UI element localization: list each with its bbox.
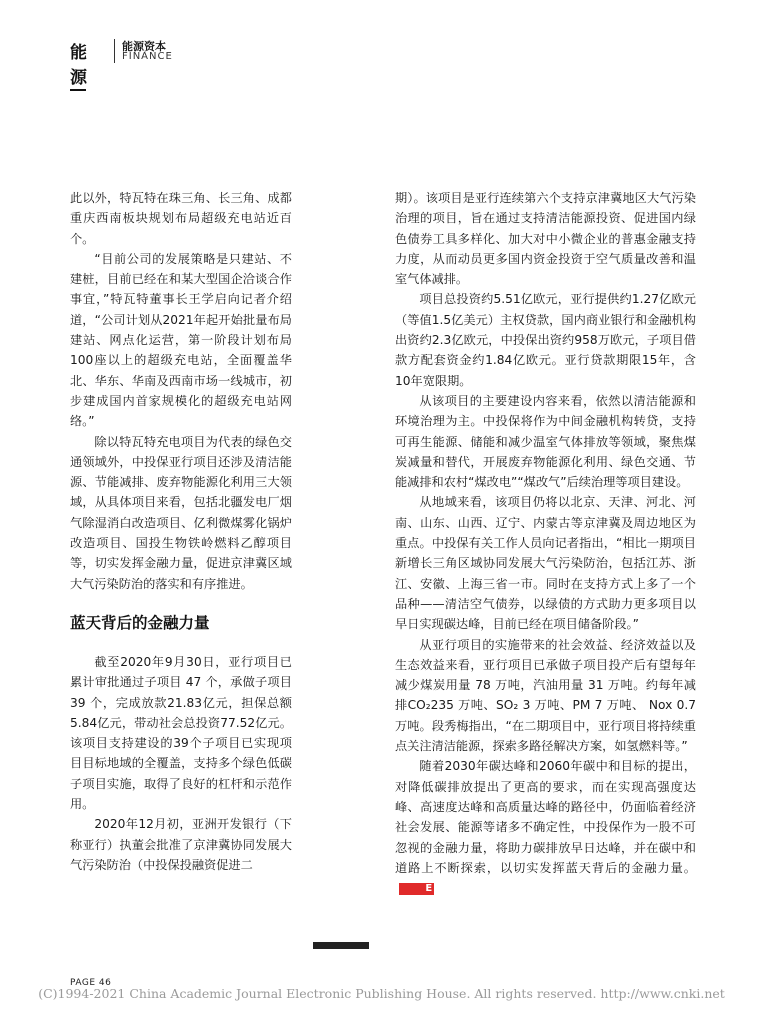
paragraph: 项目总投资约5.51亿欧元，亚行提供约1.27亿欧元（等值1.5亿美元）主权贷款，国内商业银行和金融机构出资约2.3亿欧元，中投保出资约958万欧元，子项目借款方配套资金约1.84亿欧元。亚行贷款期限15年，含10年宽限期。: [395, 292, 696, 388]
copyright-watermark: (C)1994-2021 China Academic Journal Electronic Publishing House. All rights reserved. http://www.cnki.net: [38, 986, 725, 1001]
paragraph: 从该项目的主要建设内容来看，依然以清洁能源和环境治理为主。中投保将作为中间金融机构转贷，支持可再生能源、储能和减少温室气体排放等领域，聚焦煤炭减量和替代，开展废弃物能源化利用、绿色交通、节能减排和农村“煤改电”“煤改气”后续治理等项目建设。: [395, 393, 696, 490]
right-column: [395, 188, 696, 898]
paragraph-text: 随着2030年碳达峰和2060年碳中和目标的提出，对降低碳排放提出了更高的要求，而在实现高强度达峰、高速度达峰和高质量达峰的路径中，仍面临着经济社会发展、能源等诸多不确定性，中投保作为一股不可忽视的金融力量，将助力碳排放早日达峰，并在碳中和道路上不断探索，以切实发挥蓝天背后的金融力量。: [395, 759, 696, 875]
paragraph: “目前公司的发展策略是只建站、不建桩，目前已经在和某大型国企洽谈合作事宜，”特瓦特董事长王学启向记者介绍道，“公司计划从2021年起开始批量布局建站、网点化运营，第一阶段计划布局100座以上的超级充电站，全面覆盖华北、华东、华南及西南市场一线城市，初步建成国内首家规模化的超级充电站网络。”: [70, 251, 292, 429]
section-heading: 蓝天背后的金融力量: [70, 613, 210, 632]
logo-divider: [114, 39, 115, 63]
magazine-logo: 能源: [70, 38, 86, 91]
paragraph: 从亚行项目的实施带来的社会效益、经济效益以及生态效益来看，亚行项目已承做子项目投产后有望每年减少煤炭用量 78 万吨，汽油用量 31 万吨。约每年减排CO₂235 万吨、SO₂ 3 万吨、PM 7 万吨、 Nox 0.7 万吨。段秀梅指出，“在二期项目中，亚行项目将持续重点关注清洁能源，探索多路径解决方案，如氢燃料等。”: [395, 637, 696, 754]
paragraph: 期）。该项目是亚行连续第六个支持京津冀地区大气污染治理的项目，旨在通过支持清洁能源投资、促进国内绿色债券工具多样化、加大对中小微企业的普惠金融支持力度，从而动员更多国内资金投资于空气质量改善和温室气体减排。: [395, 191, 696, 287]
footer-bar: [313, 942, 369, 949]
paragraph: 2020年12月初，亚洲开发银行（下称亚行）执董会批准了京津冀协同发展大气污染防治（中投保投融资促进二: [70, 817, 292, 872]
end-mark-icon: E: [399, 883, 434, 895]
paragraph: 此以外，特瓦特在珠三角、长三角、成都重庆西南板块规划布局超级充电站近百个。: [70, 191, 292, 246]
paragraph: [395, 756, 696, 898]
paragraph: 除以特瓦特充电项目为代表的绿色交通领域外，中投保亚行项目还涉及清洁能源、节能减排、废弃物能源化利用三大领域，从具体项目来看，包括北疆发电厂烟气除湿消白改造项目、亿利微煤雾化锅炉改造项目、国投生物铁岭燃料乙醇项目等，切实发挥金融力量，促进京津冀区域大气污染防治的落实和有序推进。: [70, 434, 292, 591]
section-title-en: FINANCE: [122, 51, 173, 62]
page-number: PAGE 46: [70, 978, 112, 988]
section-title-cn: 能源资本: [122, 40, 166, 53]
paragraph: 截至2020年9月30日，亚行项目已累计审批通过子项目 47 个，承做子项目 39 个，完成放款21.83亿元，担保总额5.84亿元，带动社会总投资77.52亿元。该项目支持建设的39个子项目已实现项目目标地域的全覆盖，支持多个绿色低碳子项目实施，取得了良好的杠杆和示范作用。: [70, 654, 292, 812]
paragraph: 从地域来看，该项目仍将以北京、天津、河北、河南、山东、山西、辽宁、内蒙古等京津冀及周边地区为重点。中投保有关工作人员向记者指出，“相比一期项目新增长三角区域协同发展大气污染防治，包括江苏、浙江、安徽、上海三省一市。同时在支持方式上多了一个品种——清洁空气债券，以绿债的方式助力更多项目以早日实现碳达峰，目前已经在项目储备阶段。”: [395, 495, 696, 632]
left-column: [70, 188, 292, 875]
